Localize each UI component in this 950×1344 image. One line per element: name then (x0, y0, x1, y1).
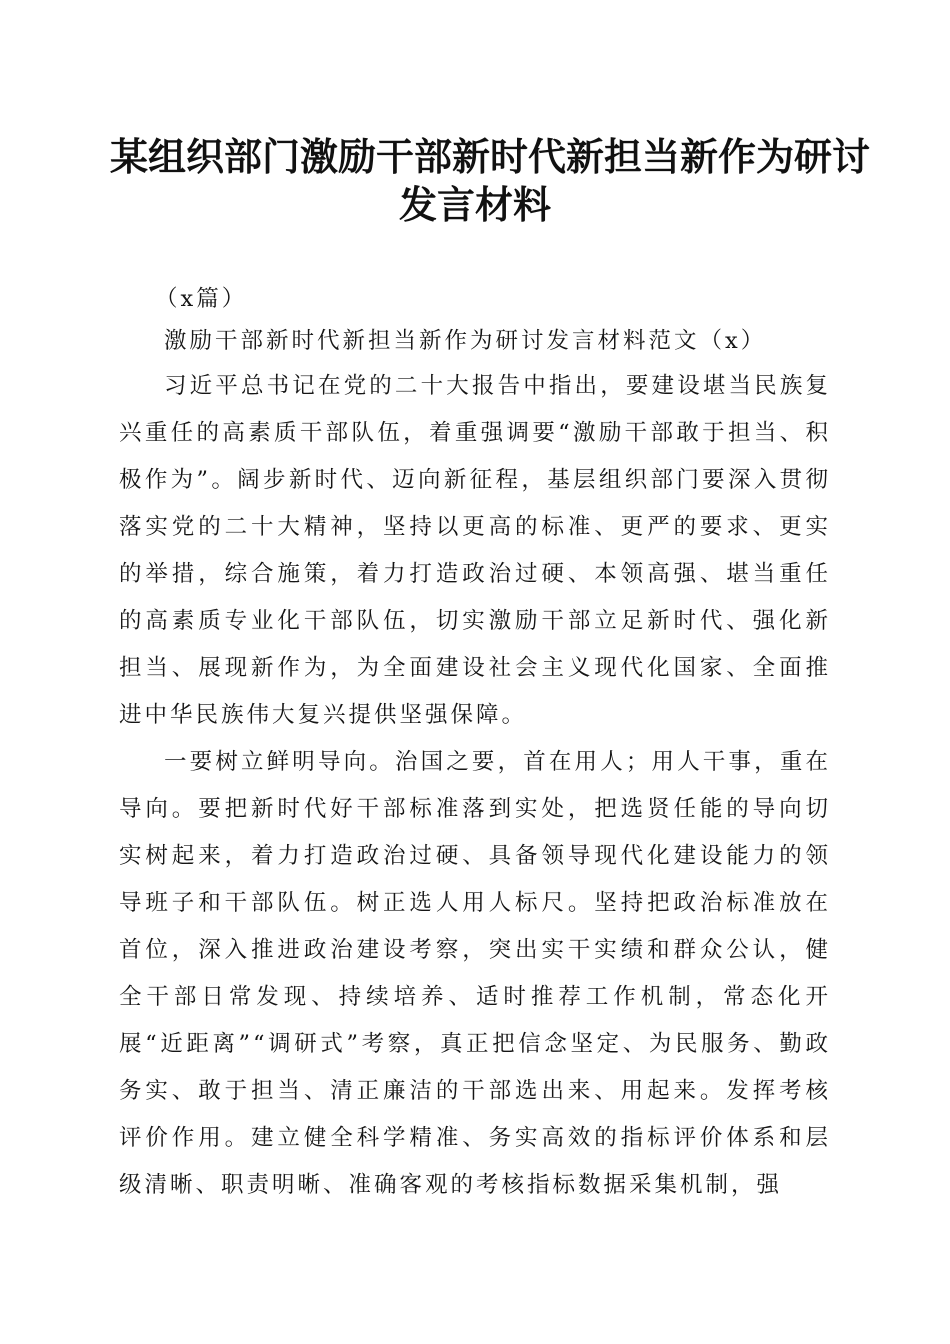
point-one-paragraph: 一要树立鲜明导向。治国之要，首在用人；用人干事，重在导向。要把新时代好干部标准落到实处，把选贤任能的导向切实树起来，着力打造政治过硬、具备领导现代化建设能力的领导班子和干部队伍。树正选人用人标尺。坚持把政治标准放在首位，深入推进政治建设考察，突出实干实绩和群众公认，健全干部日常发现、持续培养、适时推荐工作机制，常态化开展“近距离”“调研式”考察，真正把信念坚定、为民服务、勤政务实、敢于担当、清正廉洁的干部选出来、用起来。发挥考核评价作用。建立健全科学精准、务实高效的指标评价体系和层级清晰、职责明晰、准确客观的考核指标数据采集机制，强 (119, 749, 831, 1198)
title-line-1: 某组织部门激励干部新时代新担当新作为研讨 (110, 134, 871, 179)
title-line-2: 发言材料 (398, 182, 551, 227)
document-body (119, 279, 831, 1209)
intro-paragraph: 习近平总书记在党的二十大报告中指出，要建设堪当民族复兴重任的高素质干部队伍，着重强调要“激励干部敢于担当、积极作为”。阔步新时代、迈向新征程，基层组织部门要深入贯彻落实党的二十大精神，坚持以更高的标准、更严的要求、更实的举措，综合施策，着力打造政治过硬、本领高强、堪当重任的高素质专业化干部队伍，切实激励干部立足新时代、强化新担当、展现新作为，为全面建设社会主义现代化国家、全面推进中华民族伟大复兴提供坚强保障。 (119, 373, 831, 728)
section-subtitle: 激励干部新时代新担当新作为研讨发言材料范文（x） (164, 328, 767, 354)
document-title (110, 133, 871, 229)
article-count-note: （x篇） (155, 286, 248, 312)
